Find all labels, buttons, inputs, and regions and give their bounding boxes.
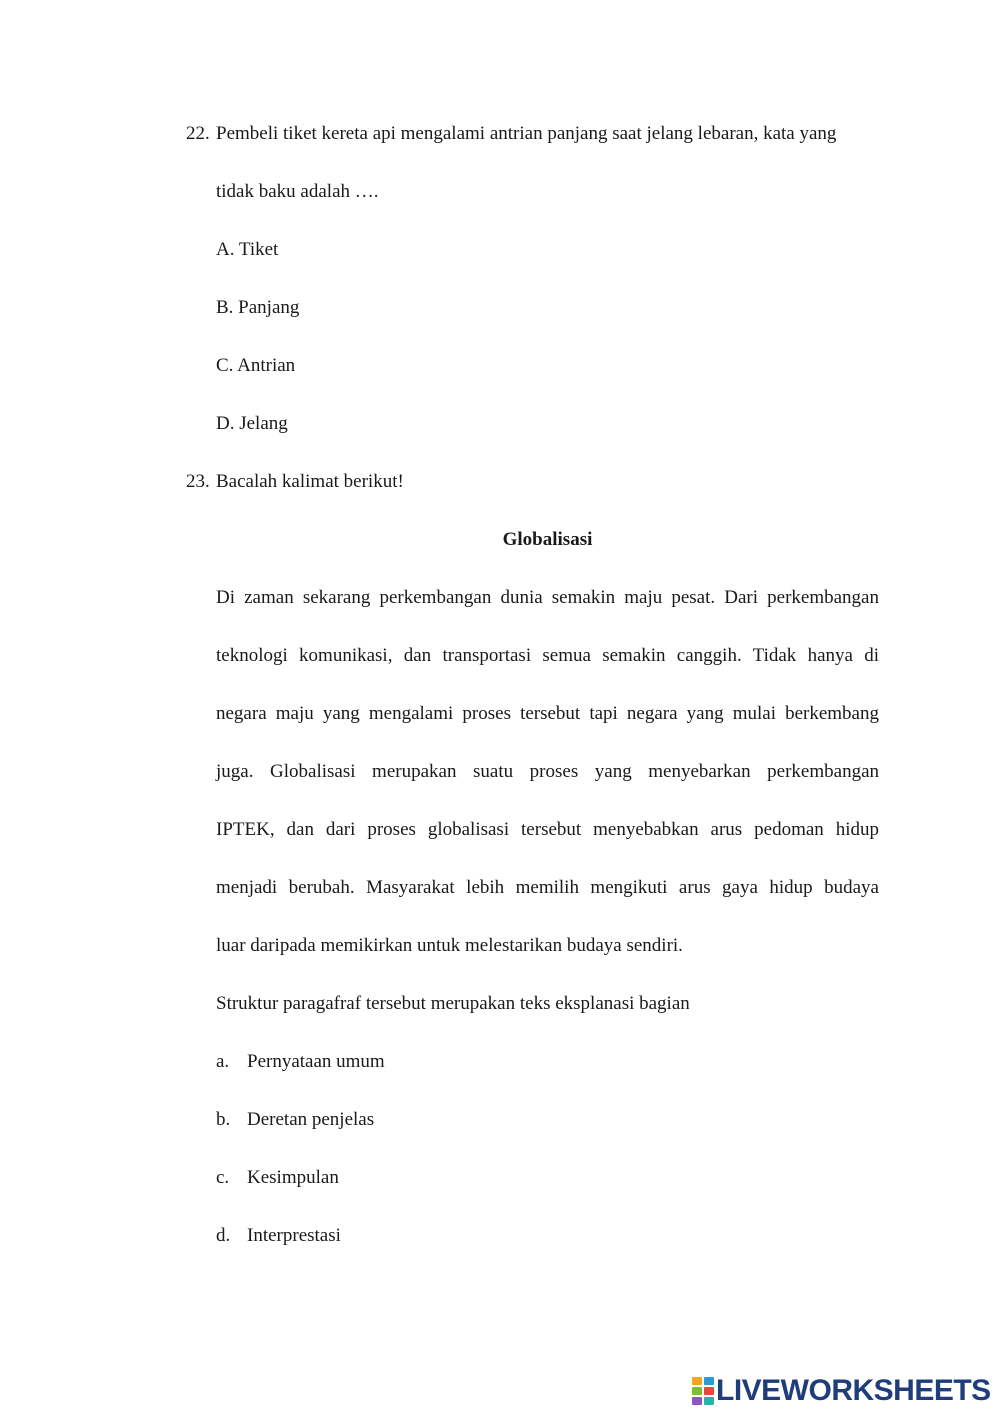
passage-line-3: negara maju yang mengalami proses tersebut tapi negara yang mulai berkembang	[216, 703, 879, 724]
passage-line-4: juga. Globalisasi merupakan suatu proses yang menyebarkan perkembangan	[216, 761, 879, 782]
logo-square-1	[692, 1377, 702, 1385]
question-22-text-line-1: Pembeli tiket kereta api mengalami antrian panjang saat jelang lebaran, kata yang	[216, 123, 837, 144]
passage-line-1: Di zaman sekarang perkembangan dunia semakin maju pesat. Dari perkembangan	[216, 587, 879, 608]
logo-square-2	[704, 1377, 714, 1385]
logo-square-6	[704, 1397, 714, 1405]
liveworksheets-logo-text: LIVEWORKSHEETS	[716, 1374, 991, 1407]
passage-line-2: teknologi komunikasi, dan transportasi semua semakin canggih. Tidak hanya di	[216, 645, 879, 666]
question-23-option-a: Pernyataan umum	[247, 1051, 385, 1072]
question-23-instruction: Bacalah kalimat berikut!	[216, 471, 404, 492]
logo-square-3	[692, 1387, 702, 1395]
question-23-number: 23.	[186, 471, 210, 492]
liveworksheets-logo-icon	[692, 1377, 714, 1405]
logo-square-5	[692, 1397, 702, 1405]
question-23-option-a-letter: a.	[216, 1051, 230, 1072]
question-22-number: 22.	[186, 123, 210, 144]
question-23-option-b: Deretan penjelas	[247, 1109, 375, 1130]
question-23-prompt: Struktur paragafraf tersebut merupakan teks eksplanasi bagian	[216, 993, 690, 1014]
question-22-text-line-2: tidak baku adalah ….	[216, 181, 379, 202]
question-22-option-c: C. Antrian	[216, 355, 296, 376]
question-22-option-d: D. Jelang	[216, 413, 288, 434]
question-23-option-c: Kesimpulan	[247, 1167, 339, 1188]
question-22-option-b: B. Panjang	[216, 297, 300, 318]
question-23-option-c-letter: c.	[216, 1167, 230, 1188]
liveworksheets-logo	[692, 1374, 991, 1408]
logo-square-4	[704, 1387, 714, 1395]
question-23-option-d: Interprestasi	[247, 1225, 341, 1246]
passage-line-5: IPTEK, dan dari proses globalisasi tersebut menyebabkan arus pedoman hidup	[216, 819, 879, 840]
passage-line-7: luar daripada memikirkan untuk melestarikan budaya sendiri.	[216, 935, 683, 956]
passage-line-6: menjadi berubah. Masyarakat lebih memilih mengikuti arus gaya hidup budaya	[216, 877, 879, 898]
question-23-option-d-letter: d.	[216, 1225, 231, 1246]
passage-title: Globalisasi	[502, 529, 593, 550]
question-22-option-a: A. Tiket	[216, 239, 279, 260]
question-23-option-b-letter: b.	[216, 1109, 231, 1130]
